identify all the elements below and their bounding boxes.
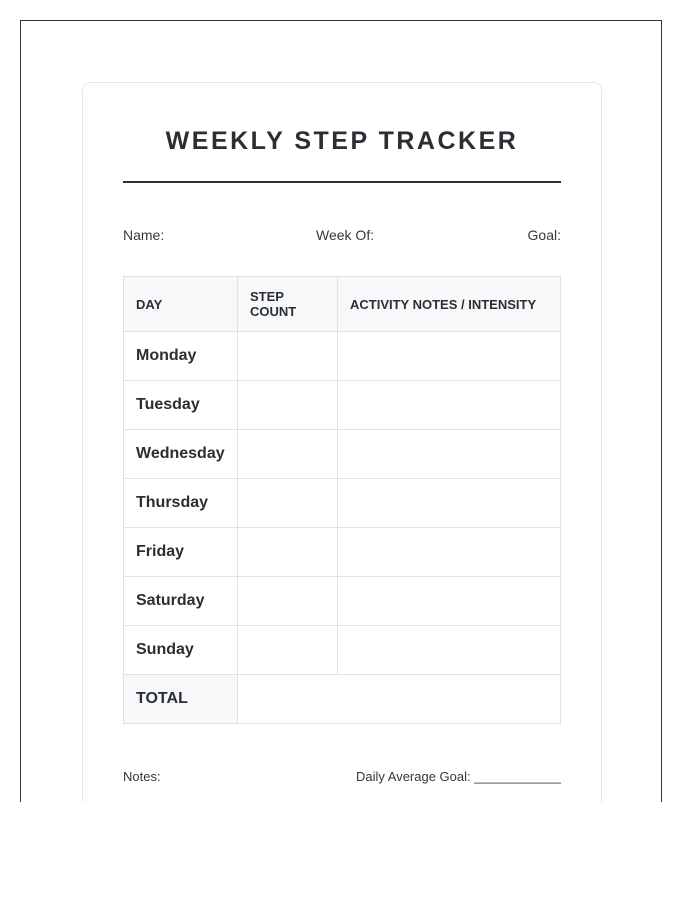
week-of-label: Week Of: [316,227,375,243]
table-row [124,332,561,381]
total-value-cell[interactable] [238,675,561,724]
step-count-cell[interactable] [238,577,338,626]
step-count-cell[interactable] [238,430,338,479]
total-label-cell: TOTAL [124,675,238,724]
day-cell-friday: Friday [124,528,238,577]
table-row [124,430,561,479]
step-count-cell[interactable] [238,479,338,528]
header-day: DAY [124,277,238,332]
total-row [124,675,561,724]
header-activity-notes: ACTIVITY NOTES / INTENSITY [338,277,561,332]
table-row [124,381,561,430]
activity-notes-cell[interactable] [338,528,561,577]
day-cell-sunday: Sunday [124,626,238,675]
step-count-cell[interactable] [238,332,338,381]
day-cell-monday: Monday [124,332,238,381]
day-cell-wednesday: Wednesday [124,430,238,479]
day-cell-thursday: Thursday [124,479,238,528]
step-count-cell[interactable] [238,528,338,577]
header-step-count [238,277,338,332]
table-row [124,479,561,528]
notes-label: Notes: [123,769,161,784]
step-tracker-table [123,276,561,724]
activity-notes-cell[interactable] [338,332,561,381]
day-cell-tuesday: Tuesday [124,381,238,430]
table-row [124,626,561,675]
activity-notes-cell[interactable] [338,381,561,430]
table-row [124,528,561,577]
table-row [124,577,561,626]
activity-notes-cell[interactable] [338,577,561,626]
table-header-row [124,277,561,332]
name-label: Name: [123,227,165,243]
daily-average-goal-label: Daily Average Goal: ____________ [355,769,561,784]
step-count-cell[interactable] [238,626,338,675]
activity-notes-cell[interactable] [338,479,561,528]
activity-notes-cell[interactable] [338,626,561,675]
header-step-count-line2: COUNT [250,304,297,319]
activity-notes-cell[interactable] [338,430,561,479]
title-divider [123,181,561,183]
document-viewport [20,20,662,802]
tracker-sheet [82,82,602,802]
header-step-count-line1: STEP [250,289,284,304]
day-cell-saturday: Saturday [124,577,238,626]
step-count-cell[interactable] [238,381,338,430]
page-title: WEEKLY STEP TRACKER [165,127,519,155]
goal-label: Goal: [527,227,561,243]
